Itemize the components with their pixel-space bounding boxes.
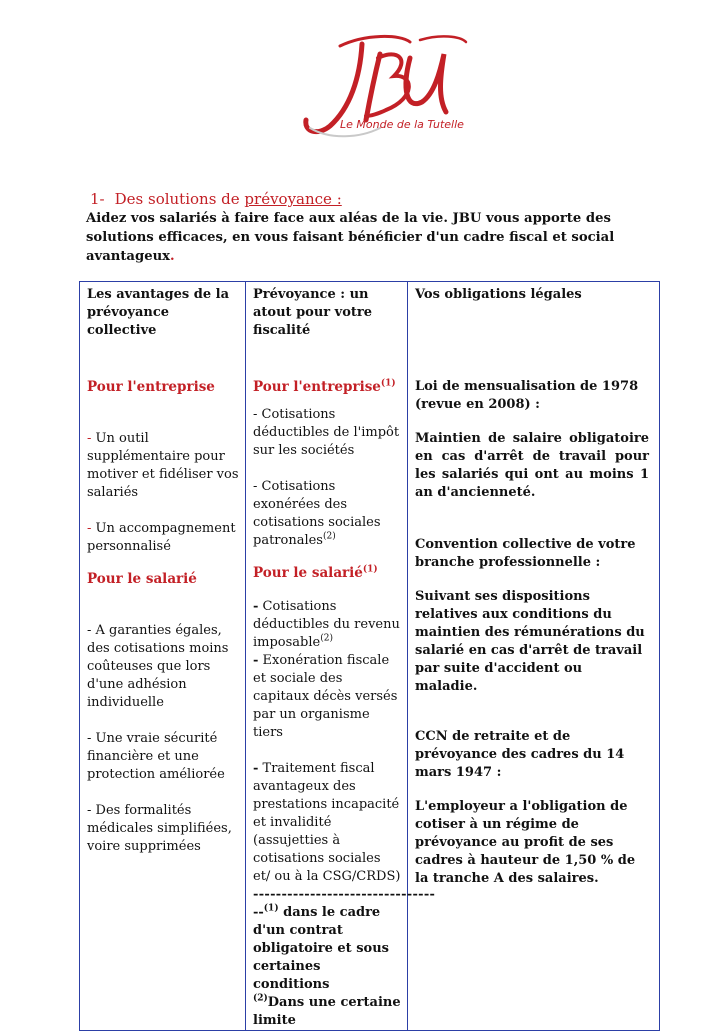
col1-dash: -	[87, 521, 92, 536]
section-heading	[90, 190, 342, 208]
col1-company-item-2	[87, 520, 239, 556]
col2-employee-item-1-text: Cotisations déductibles du revenu imposable	[253, 599, 400, 650]
section-intro	[86, 209, 646, 266]
col2-note-1	[253, 904, 401, 994]
col1-company-title: Pour l'entreprise	[87, 379, 215, 395]
col2-dash: -	[253, 599, 259, 614]
col1-header: Les avantages de la prévoyance collective	[87, 287, 229, 338]
intro-text: Aidez vos salariés à faire face aux aléas de la vie. JBU vous apporte des solutions efficaces, en vous faisant bénéficier d'un cadre fiscal et social avantageux	[86, 211, 615, 264]
col-advantages	[80, 282, 246, 1031]
col2-note-1-prefix: --	[253, 905, 264, 920]
col2-note-1-text: dans le cadre d'un contrat obligatoire et sous certaines conditions	[253, 905, 389, 992]
col2-note-2-sup: (2)	[253, 993, 268, 1004]
col1-company-item-1	[87, 430, 239, 502]
col2-company-title-text: Pour l'entreprise	[253, 379, 381, 395]
col1-employee-item-1: - A garanties égales, des cotisations moins coûteuses que lors d'une adhésion individuelle	[87, 623, 229, 710]
logo-tagline: Le Monde de la Tutelle	[340, 118, 464, 131]
col-fiscal	[246, 282, 436, 1031]
col1-employee-title: Pour le salarié	[87, 571, 197, 587]
intro-end: .	[170, 249, 175, 264]
section-number: 1-	[90, 190, 105, 208]
benefits-table	[79, 281, 660, 1031]
col2-company-item-1: - Cotisations déductibles de l'impôt sur les sociétés	[253, 407, 400, 458]
col2-employee-item-3-text: Traitement fiscal avantageux des prestations incapacité et invalidité (assujetties à cotisations sociales et/ ou à la CSG/CRDS)	[253, 761, 401, 884]
col2-header: Prévoyance : un atout pour votre fiscalité	[253, 287, 373, 338]
col2-company-title	[253, 378, 401, 396]
section-title-pre: Des solutions de	[114, 190, 245, 208]
col3-ccn-text: L'employeur a l'obligation de cotiser à un régime de prévoyance au profit de ses cadres à hauteur de 1,50 % de la tranche A des salaires.	[415, 799, 636, 886]
col2-employee-title-text: Pour le salarié	[253, 565, 363, 581]
col3-conv-text: Suivant ses dispositions relatives aux conditions du maintien des rémunérations du salarié en cas d'arrêt de travail par suite d'accident ou maladie.	[415, 589, 645, 694]
col2-note-2-text: Dans une certaine limite	[253, 995, 401, 1028]
col1-company-item-2-text: Un accompagnement personnalisé	[87, 521, 236, 554]
col1-employee-item-3: - Des formalités médicales simplifiées, voire supprimées	[87, 803, 232, 854]
col2-company-sup: (1)	[380, 378, 396, 389]
col2-note-2	[253, 994, 401, 1030]
col1-dash: -	[87, 431, 92, 446]
col2-company-item-2	[253, 478, 401, 550]
col2-dash: -	[253, 653, 259, 668]
col2-divider: --------------------------------	[253, 887, 436, 902]
col3-conv-title: Convention collective de votre branche professionnelle :	[415, 537, 636, 570]
col2-employee-item-2	[253, 652, 401, 742]
col2-employee-item-2-text: Exonération fiscale et sociale des capitaux décès versés par un organisme tiers	[253, 653, 398, 740]
col1-company-item-1-text: Un outil supplémentaire pour motiver et fidéliser vos salariés	[87, 431, 239, 500]
col2-dash: -	[253, 761, 259, 776]
table-row	[80, 282, 660, 1031]
col2-employee-sup: (1)	[362, 564, 378, 575]
col2-employee-item-1-sup: (2)	[320, 633, 333, 644]
col1-employee-item-2: - Une vraie sécurité financière et une protection améliorée	[87, 731, 225, 782]
section-title-underlined: prévoyance :	[244, 190, 342, 208]
col-obligations	[408, 282, 660, 1031]
col3-ccn-title: CCN de retraite et de prévoyance des cadres du 14 mars 1947 :	[415, 729, 625, 780]
col2-employee-item-1	[253, 598, 401, 652]
col2-company-item-2-text: - Cotisations exonérées des cotisations sociales patronales	[253, 479, 381, 548]
col2-company-item-2-sup: (2)	[322, 531, 336, 542]
col2-note-1-sup: (1)	[263, 903, 279, 914]
col3-law-title: Loi de mensualisation de 1978 (revue en 2008) :	[415, 379, 639, 412]
col2-employee-title	[253, 564, 401, 582]
col3-header: Vos obligations légales	[415, 287, 582, 302]
col3-law-text: Maintien de salaire obligatoire en cas d'arrêt de travail pour les salariés qui ont au moins 1 an d'ancienneté.	[415, 431, 649, 500]
col2-employee-item-3	[253, 760, 401, 886]
